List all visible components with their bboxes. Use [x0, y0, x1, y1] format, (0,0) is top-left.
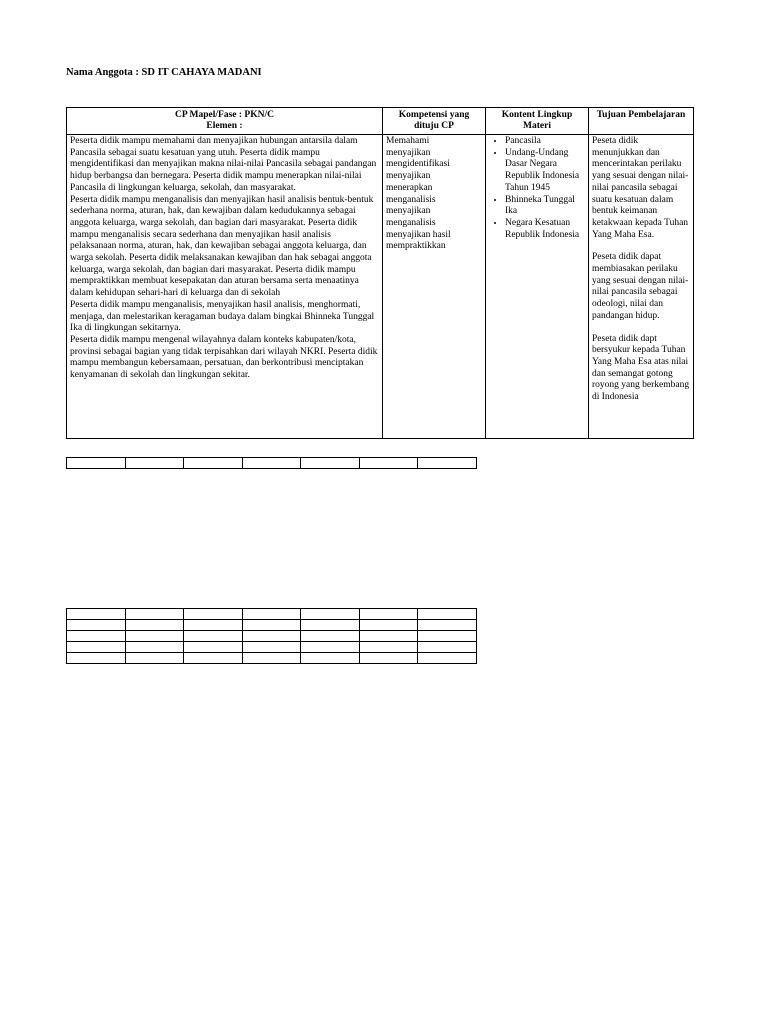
header-kompetensi	[383, 108, 486, 135]
empty-grid-row	[67, 458, 477, 469]
cp-table	[66, 107, 694, 439]
empty-cell	[418, 620, 477, 631]
empty-cell	[418, 458, 477, 469]
empty-cell	[184, 653, 243, 664]
header-konten-line1: Kontent Lingkup	[501, 110, 573, 120]
empty-cell	[242, 653, 301, 664]
objective-paragraph: Peseta didik dapat membiasakan perilaku yang sesuai dengan nilai-nilai pancasila sebagai odeologi, nilai dan pandangan hidup.	[592, 252, 689, 321]
header-cp-mapel-line2: Elemen :	[206, 121, 243, 131]
empty-cell	[184, 642, 243, 653]
competency-item: menyajikan	[386, 171, 431, 182]
cp-text-cell	[67, 135, 383, 439]
empty-cell	[301, 620, 360, 631]
empty-cell	[301, 609, 360, 620]
cp-paragraph: Peserta didik mampu mengenal wilayahnya dalam konteks kabupaten/kota, provinsi sebagai bagian yang tidak terpisahkan dari wilayah NKRI. Peserta didik mampu membangun kebersamaan, persatuan, dan berkontribusi menciptakan kenyamanan di sekolah dan lingkungan sekitar.	[70, 334, 378, 381]
content-scope-item: • Negara Kesatuan Republik Indonesia	[505, 218, 585, 241]
content-scope-item: • Pancasila	[505, 136, 585, 148]
objective-paragraph: Peseta didik menunjukkan dan mencerintakan perilaku yang sesuai dengan nilai-nilai pancasila sebagai suatu kesatuan dalam bentuk keimanan ketakwaan kepada Tuhan Yang Maha Esa.	[592, 136, 689, 240]
empty-cell	[242, 609, 301, 620]
empty-cell	[125, 458, 184, 469]
empty-grid-row	[67, 653, 477, 664]
empty-cell	[418, 653, 477, 664]
competency-item: menyajikan	[386, 147, 431, 158]
header-cp-mapel-line1: CP Mapel/Fase : PKN/C	[175, 110, 274, 120]
empty-cell	[359, 609, 418, 620]
empty-cell	[184, 620, 243, 631]
paragraph-spacer	[592, 241, 690, 252]
empty-cell	[67, 642, 126, 653]
empty-grid-row	[67, 631, 477, 642]
cp-paragraph: Peserta didik mampu menganalisis, menyajikan hasil analisis, menghormati, menjaga, dan melestarikan keragaman budaya dalam bingkai Bhinneka Tunggal Ika di lingkungan sekitarnya.	[70, 299, 375, 334]
competency-item: Memahami	[386, 136, 430, 146]
header-konten-lingkup	[486, 108, 589, 135]
competency-item: menerapkan	[386, 182, 433, 193]
empty-cell	[301, 642, 360, 653]
empty-cell	[418, 609, 477, 620]
empty-cell	[67, 458, 126, 469]
competency-item: menyajikan	[386, 206, 431, 217]
empty-cell	[359, 642, 418, 653]
empty-cell	[242, 620, 301, 631]
empty-cell	[125, 631, 184, 642]
empty-cell	[125, 642, 184, 653]
empty-cell	[418, 642, 477, 653]
empty-cell	[359, 631, 418, 642]
competency-item: menganalisis	[386, 194, 436, 205]
empty-cell	[184, 609, 243, 620]
empty-cell	[125, 620, 184, 631]
content-scope-item: • Bhinneka Tunggal Ika	[505, 195, 585, 218]
empty-cell	[301, 458, 360, 469]
empty-cell	[67, 609, 126, 620]
header-cp-mapel	[67, 108, 383, 135]
content-scope-item: • Undang-Undang Dasar Negara Republik Indonesia Tahun 1945	[505, 148, 585, 195]
cp-paragraph: Peserta didik mampu memahami dan menyajikan hubungan antarsila dalam Pancasila sebagai suatu kesatuan yang utuh. Peserta didik mampu mengidentifikasi dan menyajikan makna nilai-nilai Pancasila sebagai pandangan hidup berbangsa dan bernegara. Peserta didik mampu menerapkan nilai-nilai Pancasila di lingkungan keluarga, sekolah, dan masyarakat.	[70, 136, 377, 193]
empty-grid-row	[67, 642, 477, 653]
empty-cell	[67, 631, 126, 642]
header-kompetensi-line2: dituju CP	[414, 121, 454, 131]
header-tujuan-line1: Tujuan Pembelajaran	[596, 110, 686, 120]
empty-cell	[301, 631, 360, 642]
paragraph-spacer	[592, 323, 690, 334]
content-scope-cell	[486, 135, 589, 439]
empty-cell	[359, 653, 418, 664]
empty-cell	[67, 653, 126, 664]
empty-cell	[125, 609, 184, 620]
empty-cell	[359, 620, 418, 631]
competency-item: mempraktikkan	[386, 241, 446, 252]
empty-grid-row	[67, 609, 477, 620]
empty-grid-single-row	[66, 457, 477, 469]
objectives-cell	[589, 135, 694, 439]
empty-cell	[125, 653, 184, 664]
empty-cell	[67, 620, 126, 631]
cp-table-body-row	[67, 135, 694, 439]
empty-cell	[184, 631, 243, 642]
empty-cell	[418, 631, 477, 642]
content-scope-list	[489, 136, 585, 241]
competency-cell	[383, 135, 486, 439]
empty-cell	[242, 642, 301, 653]
competency-item: mengidentifikasi	[386, 159, 450, 170]
empty-cell	[301, 653, 360, 664]
empty-grid-row	[67, 620, 477, 631]
competency-item: menganalisis	[386, 217, 436, 228]
header-tujuan	[589, 108, 694, 135]
empty-cell	[184, 458, 243, 469]
objective-paragraph: Peseta didik dapt bersyukur kepada Tuhan Yang Maha Esa atas nilai dan semangat gotong royong yang berkembang di Indonesia	[592, 333, 690, 403]
header-kompetensi-line1: Kompetensi yang	[398, 110, 470, 120]
empty-cell	[242, 631, 301, 642]
member-name-heading: Nama Anggota : SD IT CAHAYA MADANI	[66, 67, 262, 78]
cp-table-header-row	[67, 108, 694, 135]
header-konten-line2: Materi	[523, 121, 551, 131]
empty-grid-multi-row	[66, 608, 477, 664]
empty-cell	[359, 458, 418, 469]
empty-cell	[242, 458, 301, 469]
competency-item: menyajikan hasil	[386, 229, 451, 240]
cp-paragraph: Peserta didik mampu menganalisis dan menyajikan hasil analisis bentuk-bentuk sederhana norma, aturan, hak, dan kewajiban dalam kedudukannya sebagai anggota keluarga, warga sekolah, dan bagian dari masyarakat. Peserta didik mampu menganalisis secara sederhana dan menyajikan hasil analisis pelaksanaan norma, aturan, hak, dan kewajiban sebagai anggota keluarga, dan warga sekolah. Peserta didik melaksanakan kewajiban dan hak sebagai anggota keluarga, warga sekolah, dan bagian dari masyarakat. Peserta didik mampu mempraktikkan membuat kesepakatan dan aturan bersama serta menaatinya dalam kehidupan sehari-hari di keluarga dan di sekolah	[70, 194, 374, 299]
